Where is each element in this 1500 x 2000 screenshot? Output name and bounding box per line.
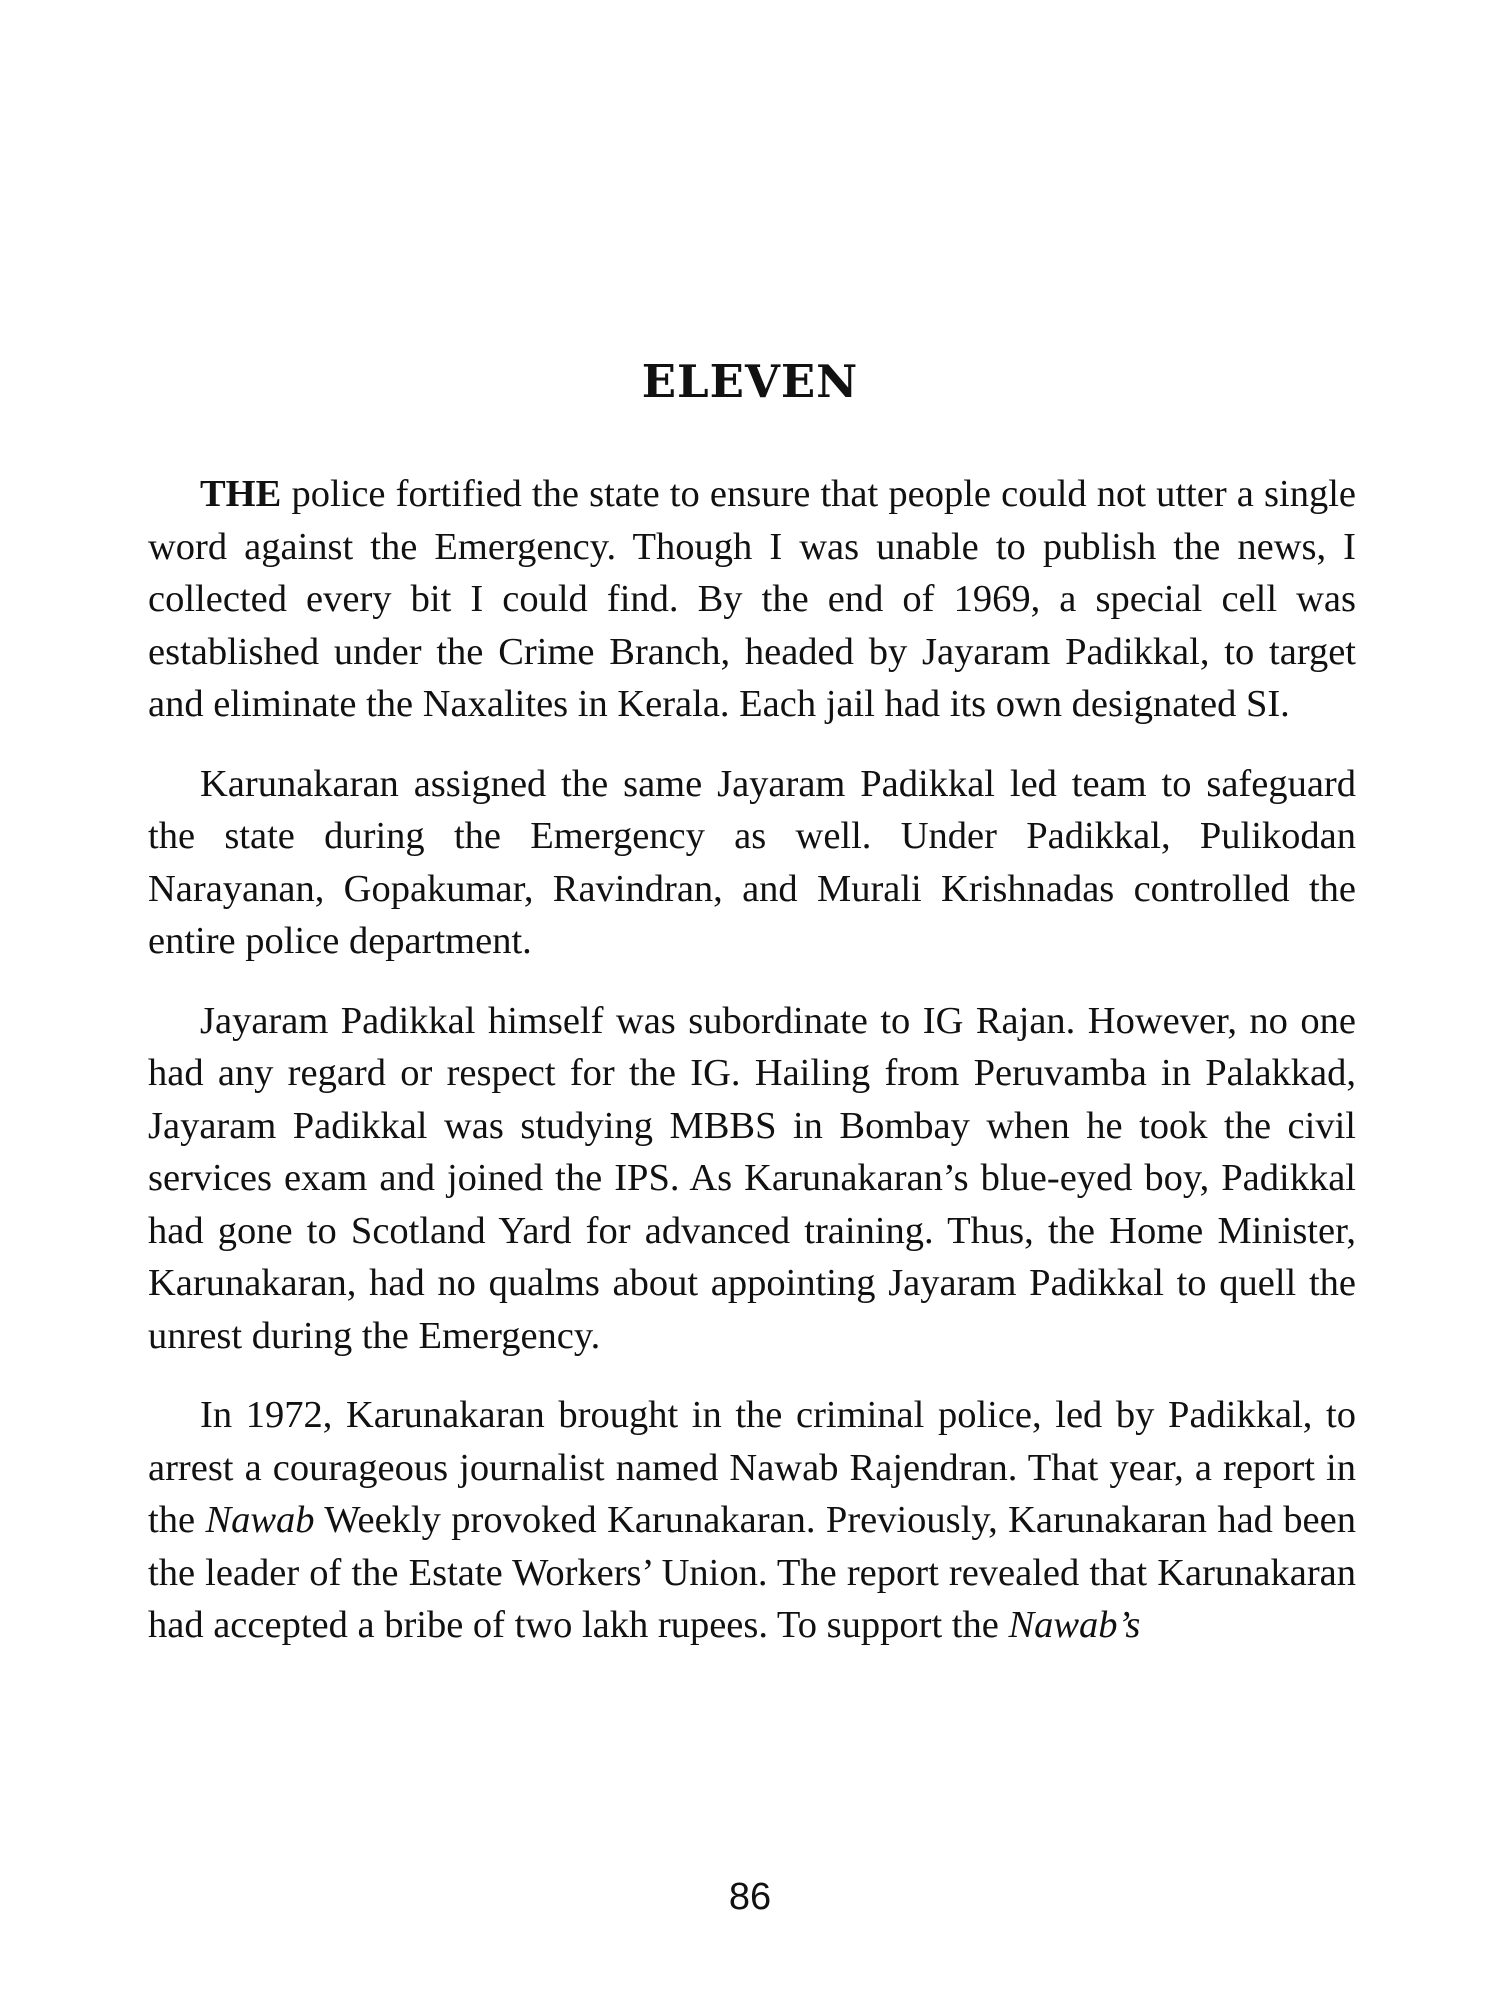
paragraph-1 (148, 468, 1356, 731)
paragraph-3: Jayaram Padikkal himself was subordinate to IG Rajan. However, no one had any regard or respect for the IG. Hailing from Peruvamba in Palakkad, Jayaram Padikkal was studying MBBS in Bombay when he took the civil services exam and joined the IPS. As Karunakaran’s blue-eyed boy, Padikkal had gone to Scotland Yard for advanced training. Thus, the Home Minister, Karunakaran, had no qualms about appointing Jayaram Padikkal to quell the unrest during the Emergency. (148, 999, 1356, 1357)
paragraph-2: Karunakaran assigned the same Jayaram Padikkal led team to safeguard the state during the Emergency as well. Under Padikkal, Pulikodan Narayanan, Gopakumar, Ravindran, and Murali Krishnadas controlled the entire police department. (148, 762, 1356, 962)
publication-name: Nawab (205, 1499, 315, 1541)
publication-name-possessive: Nawab’s (1008, 1604, 1141, 1646)
page-number: 86 (728, 1876, 772, 1918)
paragraph-1-text: police fortified the state to ensure that people could not utter a single word against the Emergency. Though I was unable to publish the news, I collected every bit I could find. By the end of 1969, a special cell was established under the Crime Branch, headed by Jayaram Padikkal, to target and eliminate the Naxalites in Kerala. Each jail had its own designated SI. (148, 473, 1356, 725)
chapter-body (148, 468, 1356, 1679)
lead-word: THE (200, 473, 282, 515)
paragraph-4 (148, 1389, 1356, 1652)
chapter-title: ELEVEN (641, 355, 859, 408)
paragraph-4-text-b: Weekly provoked Karunakaran. Previously, Karunakaran had been the leader of the Estate Workers’ Union. The report revealed that Karunakaran had accepted a bribe of two lakh rupees. To support the (148, 1499, 1356, 1646)
paragraph-4-text-a: In 1972, Karunakaran brought in the criminal police, led by Padikkal, to arrest a courageous journalist named Nawab Rajendran. That year, a report in the (148, 1394, 1356, 1541)
